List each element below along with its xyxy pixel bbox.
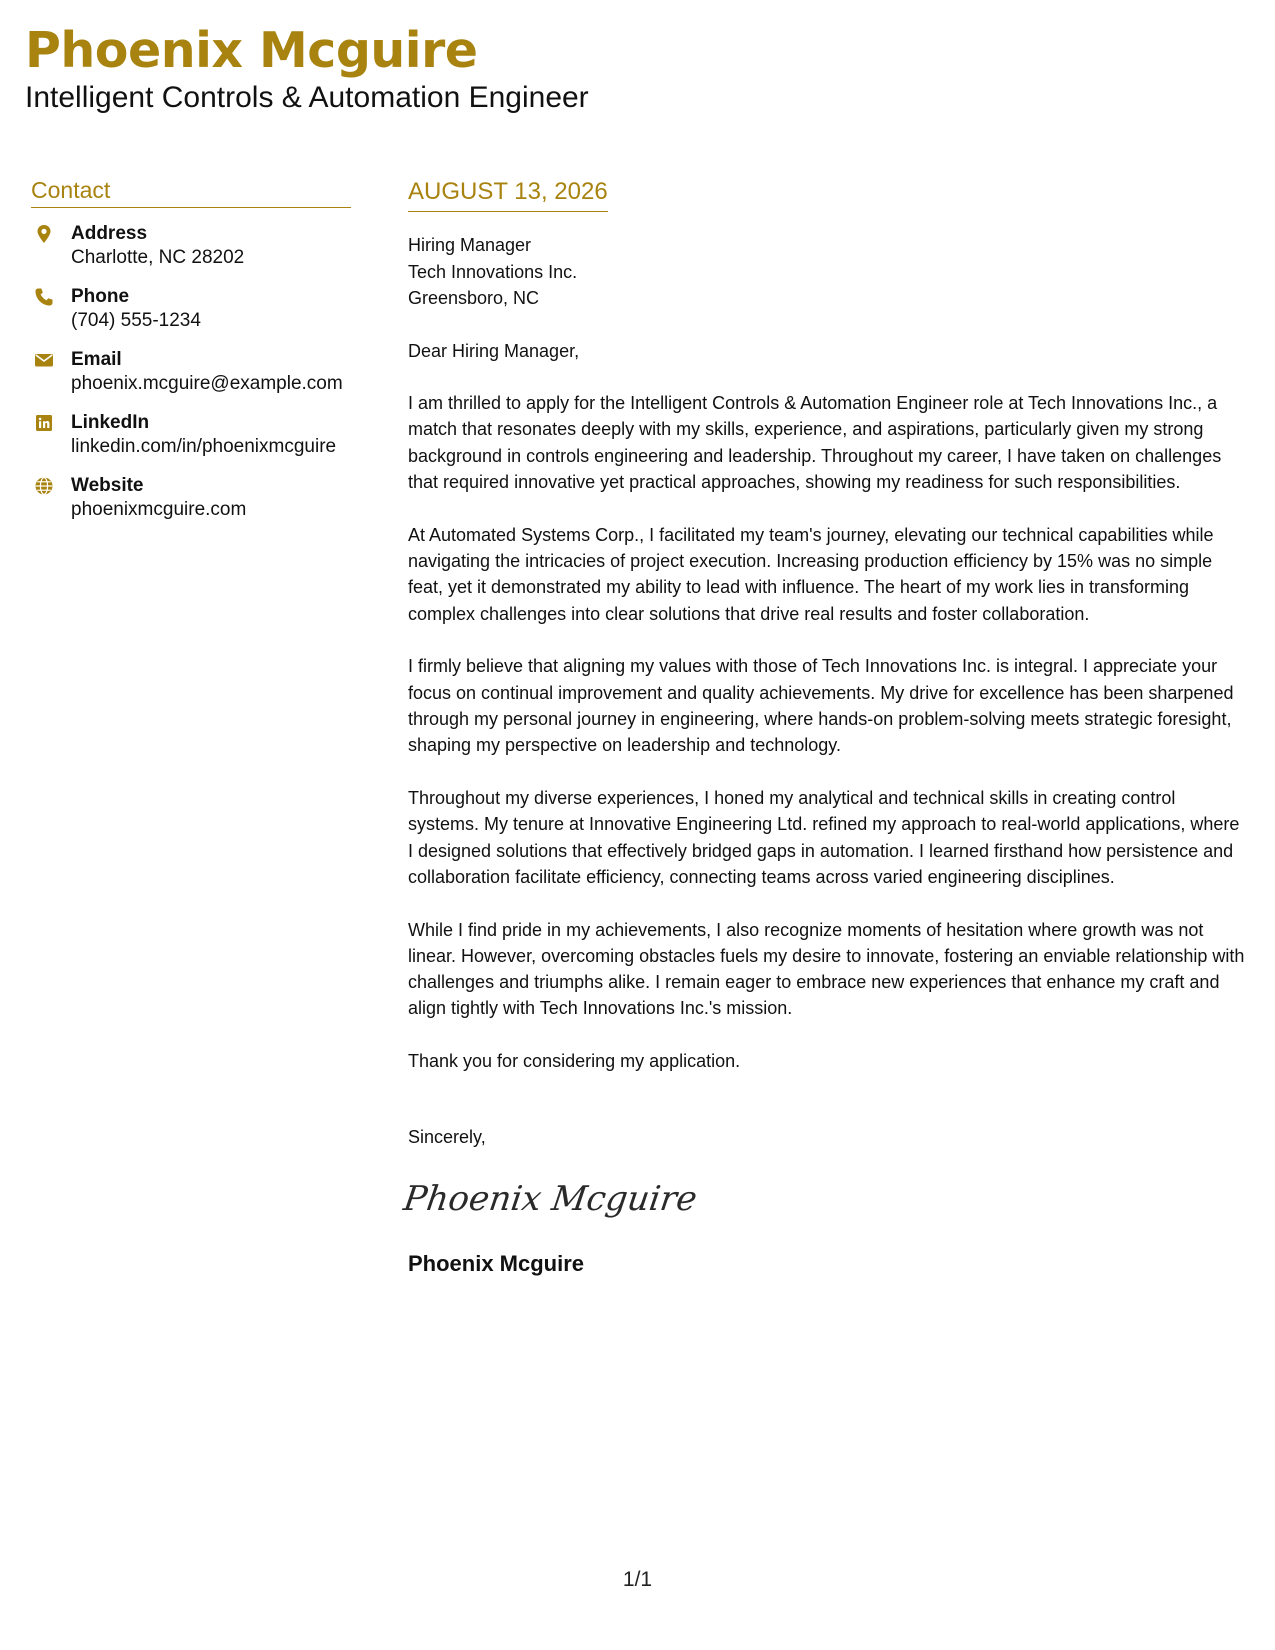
letter-body	[401, 175, 1248, 1278]
body-paragraph: Throughout my diverse experiences, I honed my analytical and technical skills in creating control systems. My tenure at Innovative Engineering Ltd. refined my approach to real-world applications, where I designed solutions that effectively bridged gaps in automation. I learned firsthand how persistence and collaboration facilitate efficiency, connecting teams across varied engineering disciplines.	[408, 787, 1240, 887]
contact-label: Phone	[71, 286, 130, 307]
globe-icon	[34, 476, 54, 496]
body-paragraph: While I find pride in my achievements, I also recognize moments of hesitation where growth was not linear. However, overcoming obstacles fuels my desire to innovate, fostering an enviable relationship with challenges and triumphs alike. I remain eager to embrace new experiences that enhance my craft and align tightly with Tech Innovations Inc.'s mission.	[408, 919, 1245, 1019]
contact-label: Email	[71, 349, 122, 370]
contact-item-linkedin	[31, 411, 351, 459]
contact-label: LinkedIn	[71, 412, 150, 433]
contact-item-phone	[31, 285, 351, 333]
contact-item-email	[31, 348, 351, 396]
letter-date: AUGUST 13, 2026	[408, 175, 608, 212]
letter-header	[25, 22, 589, 116]
contact-value: linkedin.com/in/phoenixmcguire	[71, 436, 337, 457]
signer-name: Phoenix Mcguire	[408, 1251, 585, 1277]
contact-label: Website	[71, 475, 144, 496]
contact-value: phoenixmcguire.com	[71, 499, 247, 520]
signature-glyphs: Phoenix Mcguire	[401, 1179, 700, 1220]
handwritten-signature	[401, 1170, 1248, 1230]
contact-sidebar	[31, 175, 351, 537]
envelope-icon	[34, 350, 54, 370]
linkedin-icon	[34, 413, 54, 433]
body-paragraph: I firmly believe that aligning my values with those of Tech Innovations Inc. is integral. I appreciate your focus on continual improvement and quality achievements. My drive for excellence has been sharpened through my personal journey in engineering, where hands-on problem-solving meets strategic foresight, shaping my perspective on leadership and technology.	[408, 656, 1234, 756]
contact-label: Address	[71, 223, 148, 244]
applicant-name: Phoenix Mcguire	[25, 22, 478, 79]
contact-value: Charlotte, NC 28202	[71, 247, 245, 268]
body-paragraph: I am thrilled to apply for the Intelligent Controls & Automation Engineer role at Tech Innovations Inc., a match that resonates deeply with my skills, experience, and aspirations, particularly given my strong background in controls engineering and leadership. Throughout my career, I have taken on challenges that required innovative yet practical approaches, showing my readiness for such responsibilities.	[408, 393, 1222, 493]
contact-item-address	[31, 222, 351, 270]
page-number: 1/1	[622, 1568, 653, 1591]
contact-heading: Contact	[31, 175, 351, 208]
recipient-line: Hiring Manager	[408, 235, 532, 255]
contact-item-website	[31, 474, 351, 522]
phone-icon	[34, 287, 54, 307]
closing: Sincerely,	[408, 1127, 486, 1148]
job-title: Intelligent Controls & Automation Engineer	[25, 81, 589, 114]
map-pin-icon	[34, 224, 54, 244]
body-paragraph: At Automated Systems Corp., I facilitated my team's journey, elevating our technical capabilities while navigating the intricacies of project execution. Increasing production efficiency by 15% was no simple feat, yet it demonstrated my ability to lead with influence. The heart of my work lies in transforming complex challenges into clear solutions that drive real results and foster collaboration.	[408, 524, 1214, 624]
salutation: Dear Hiring Manager,	[408, 340, 580, 361]
body-paragraph: Thank you for considering my application.	[408, 1051, 741, 1072]
contact-value: phoenix.mcguire@example.com	[71, 373, 343, 394]
recipient-block	[408, 232, 1248, 312]
recipient-line: Greensboro, NC	[408, 288, 540, 308]
recipient-line: Tech Innovations Inc.	[408, 261, 578, 282]
contact-value: (704) 555-1234	[71, 310, 201, 331]
